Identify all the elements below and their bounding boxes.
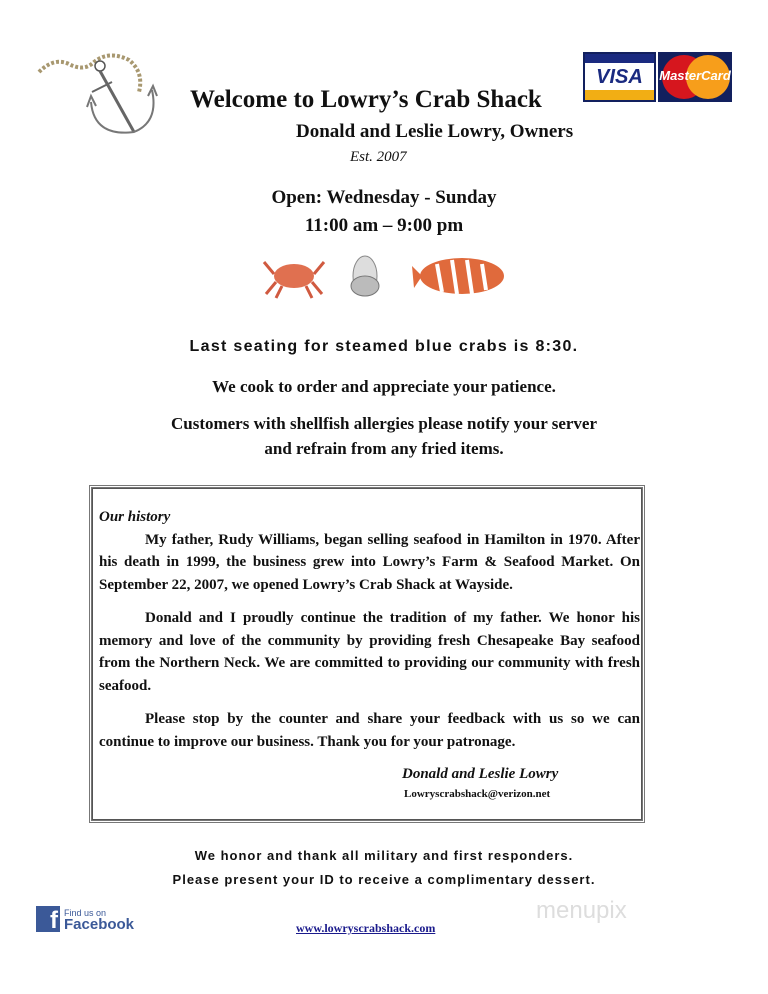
facebook-small-text: Find us on bbox=[64, 908, 107, 918]
crab-icon bbox=[264, 262, 324, 298]
history-box bbox=[89, 485, 645, 823]
mastercard-text: MasterCard bbox=[659, 68, 731, 83]
history-label: Our history bbox=[99, 509, 171, 525]
page-title: Welcome to Lowry’s Crab Shack bbox=[190, 86, 542, 113]
allergy-line: and refrain from any fried items. bbox=[264, 439, 504, 458]
history-paragraph: Donald and I proudly continue the tradition of my father. We honor his memory and love of the community by providing fresh Chesapeake Bay seafood from the Northern Neck. We are committed to providing our community with fresh seafood. bbox=[99, 610, 640, 694]
cook-notice: We cook to order and appreciate your patience. bbox=[212, 377, 556, 396]
history-paragraph: Please stop by the counter and share your feedback with us so we can continue to improve our business. Thank you for your patronage. bbox=[99, 711, 640, 750]
owners: Donald and Leslie Lowry, Owners bbox=[296, 121, 574, 142]
open-days: Open: Wednesday - Sunday bbox=[271, 187, 497, 208]
dessert-notice: Please present your ID to receive a complimentary dessert. bbox=[172, 872, 596, 887]
fish-icon bbox=[412, 258, 504, 294]
history-paragraph: My father, Rudy Williams, began selling seafood in Hamilton in 1970. After his death in 1999, the business grew into Lowry’s Farm & Seafood Market. On September 22, 2007, we opened Lowry’s Crab Shack at Wayside. bbox=[99, 531, 640, 593]
oyster-icon bbox=[351, 256, 379, 296]
seating-notice: Last seating for steamed blue crabs is 8:30. bbox=[189, 338, 579, 355]
seafood-illustrations bbox=[262, 254, 512, 304]
email[interactable]: Lowryscrabshack@verizon.net bbox=[404, 788, 551, 800]
visa-text: VISA bbox=[596, 66, 643, 88]
allergy-line: Customers with shellfish allergies please notify your server bbox=[170, 414, 598, 433]
menupix-watermark: menupix bbox=[536, 897, 627, 924]
allergy-notice bbox=[0, 411, 768, 461]
mastercard-logo bbox=[658, 52, 732, 102]
anchor-icon bbox=[34, 52, 164, 142]
visa-logo bbox=[583, 52, 656, 102]
facebook-big-text: Facebook bbox=[64, 916, 135, 933]
established: Est. 2007 bbox=[350, 149, 407, 165]
military-notice: We honor and thank all military and first responders. bbox=[194, 848, 574, 863]
hours: 11:00 am – 9:00 pm bbox=[304, 215, 464, 236]
facebook-icon: f bbox=[36, 906, 60, 932]
signature: Donald and Leslie Lowry bbox=[402, 766, 559, 782]
facebook-link[interactable] bbox=[36, 906, 134, 932]
website-link[interactable]: www.lowryscrabshack.com bbox=[296, 921, 436, 935]
payment-cards bbox=[583, 52, 732, 102]
